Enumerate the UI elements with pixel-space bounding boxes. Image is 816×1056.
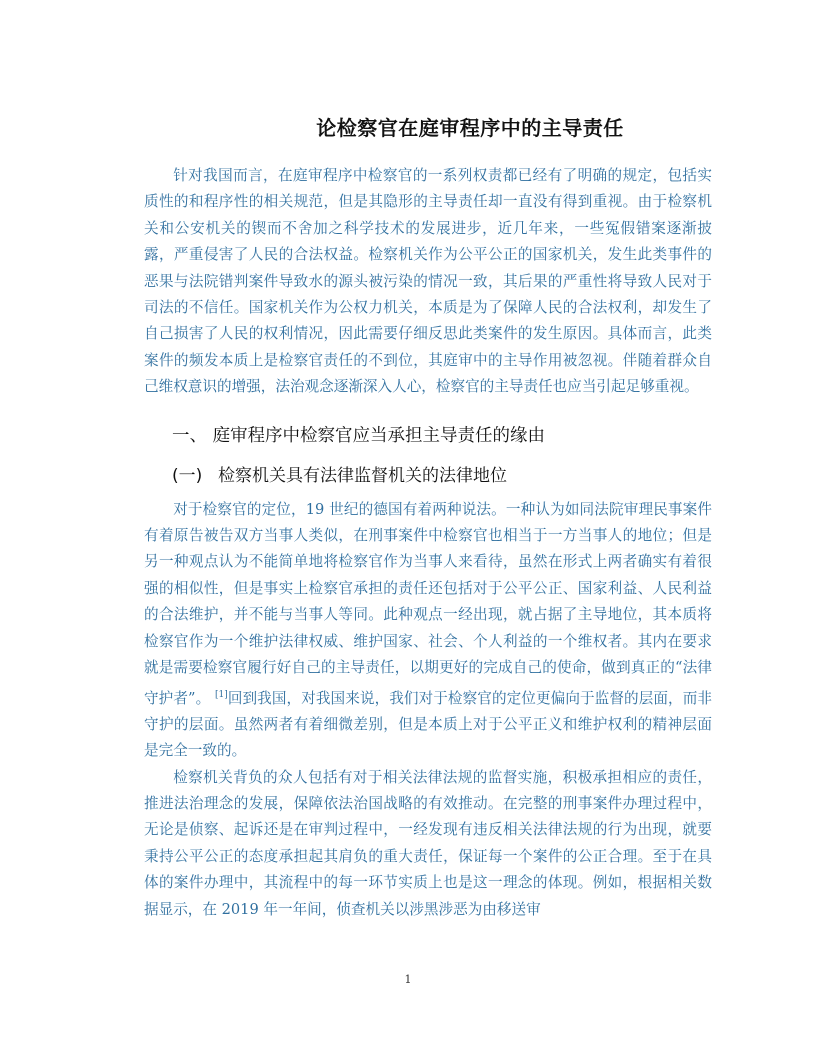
paragraph-text-part2: 回到我国，对我国来说，我们对于检察官的定位更偏向于监督的层面，而非守护的层面。虽然两者有着细微差别，但是本质上对于公平正义和维护权利的精神层面是完全一致的。 [144,689,713,760]
document-title: 论检察官在庭审程序中的主导责任 [316,116,624,140]
paragraph-intro: 针对我国而言，在庭审程序中检察官的一系列权责都已经有了明确的规定，包括实质性的和程序性的相关规范，但是其隐形的主导责任却一直没有得到重视。由于检察机关和公安机关的锲而不舍加之科学技术的发展进步，近几年来，一些冤假错案逐渐披露，严重侵害了人民的合法权益。检察机关作为公平公正的国家机关，发生此类事件的恶果与法院错判案件导致水的源头被污染的情况一致，其后果的严重性将导致人民对于司法的不信任。国家机关作为公权力机关，本质是为了保障人民的合法权利，却发生了自己损害了人民的权利情况，因此需要仔细反思此类案件的发生原因。具体而言，此类案件的频发本质上是检察官责任的不到位，其庭审中的主导作用被忽视。伴随着群众自己维权意识的增强，法治观念逐渐深入人心，检察官的主导责任也应当引起足够重视。 [144,167,712,396]
document-body [144,112,712,923]
paragraph-definition [144,497,712,765]
page-number: 1 [404,973,412,986]
subsection-heading-1 [144,461,712,491]
paragraph-text-part1: 对于检察官的定位，19 世纪的德国有着两种说法。一种认为如同法院审理民事案件有着原告被告双方当事人类似，在刑事案件中检察官也相当于一方当事人的地位；但是另一种观点认为不能简单地将检察官作为当事人来看待，虽然在形式上两者确实有着很强的相似性，但是事实上检察官承担的责任还包括对于公平公正、国家利益、人民利益的合法维护，并不能与当事人等同。此种观点一经出现，就占据了主导地位，其本质将检察官作为一个维护法律权威、维护国家、社会、个人利益的一个维权者。其内在要求就是需要检察官履行好自己的主导责任，以期更好的完成自己的使命，做到真正的“法律守护者”。 [144,500,712,707]
section-heading-1: 一、 庭审程序中检察官应当承担主导责任的缘由 [172,425,546,446]
footnote-reference[interactable]: [1] [214,689,228,700]
subsection-title: 检察机关具有法律监督机关的法律地位 [218,465,507,486]
paragraph-duties: 检察机关背负的众人包括有对于相关法律法规的监督实施，积极承担相应的责任，推进法治理念的发展，保障依法治国战略的有效推动。在完整的刑事案件办理过程中，无论是侦察、起诉还是在审判过程中，一经发现有违反相关法律法规的行为出现，就要秉持公平公正的态度承担起其肩负的重大责任，保证每一个案件的公正合理。至于在具体的案件办理中，其流程中的每一环节实质上也是这一理念的体现。例如，根据相关数据显示，在 2019 年一年间，侦查机关以涉黑涉恶为由移送审 [144,768,712,918]
subsection-number: (一) [172,465,203,486]
